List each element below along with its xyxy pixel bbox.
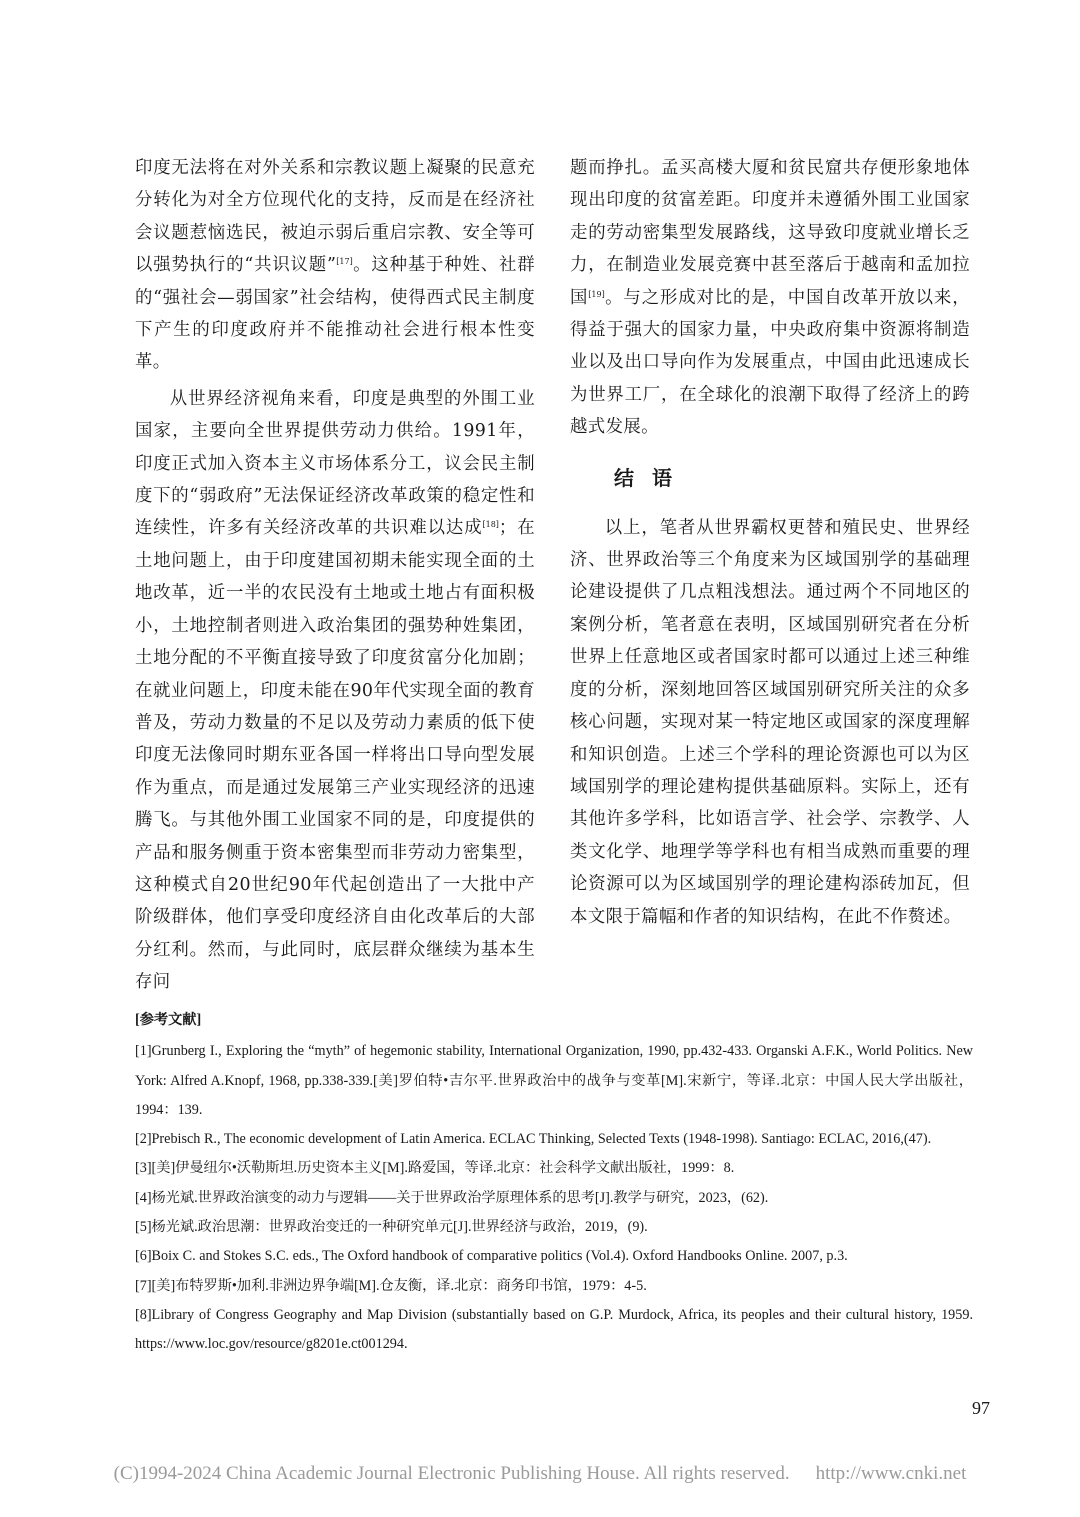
copyright-footer <box>0 1463 1080 1485</box>
reference-item: [3][美]伊曼纽尔•沃勒斯坦.历史资本主义[M].路爱国，等译.北京：社会科学文献出版社，1999：8. <box>135 1160 735 1177</box>
body-paragraph: 从世界经济视角来看，印度是典型的外围工业国家，主要向全世界提供劳动力供给。1991年，印度正式加入资本主义市场体系分工，议会民主制度下的“弱政府”无法保证经济改革政策的稳定性和连续性，许多有关经济改革的共识难以达成[18]；在土地问题上，由于印度建国初期未能实现全面的土地改革，近一半的农民没有土地或土地占有面积极小，土地控制者则进入政治集团的强势种姓集团，土地分配的不平衡直接导致了印度贫富分化加剧；在就业问题上，印度未能在90年代实现全面的教育普及，劳动力数量的不足以及劳动力素质的低下使印度无法像同时期东亚各国一样将出口导向型发展作为重点，而是通过发展第三产业实现经济的迅速腾飞。与其他外围工业国家不同的是，印度提供的产品和服务侧重于资本密集型而非劳动力密集型，这种模式自20世纪90年代起创造出了一大批中产阶级群体，他们享受印度经济自由化改革后的大部分红利。然而，与此同时，底层群众继续为基本生存问 <box>135 388 535 993</box>
body-paragraph: 题而挣扎。孟买高楼大厦和贫民窟共存便形象地体现出印度的贫富差距。印度并未遵循外围工业国家走的劳动密集型发展路线，这导致印度就业增长乏力，在制造业发展竞赛中甚至落后于越南和孟加拉国[19]。与之形成对比的是，中国自改革开放以来，得益于强大的国家力量，中央政府集中资源将制造业以及出口导向作为发展重点，中国由此迅速成长为世界工厂，在全球化的浪潮下取得了经济上的跨越式发展。 <box>570 158 970 438</box>
reference-item: [8]Library of Congress Geography and Map Division (substantially based on G.P. Murdock, Africa, its peoples and their cultural history, 1959. https://www.loc.gov/resource/g8201e.ct001294. <box>135 1306 973 1353</box>
citation-marker[interactable]: [17] <box>336 257 353 267</box>
page-number: 97 <box>972 1398 990 1418</box>
left-column <box>135 152 535 999</box>
section-heading: 结语 <box>614 465 690 490</box>
reference-item: [1]Grunberg I., Exploring the “myth” of hegemonic stability, International Organization, 1990, pp.432-433. Organski A.F.K., World Politics. New York: Alfred A.Knopf, 1968, pp.338-339.[美]罗伯特•吉尔平.世界政治中的战争与变革[M].宋新宁，等译.北京：中国人民大学出版社，1994：139. <box>135 1043 973 1118</box>
reference-item: [6]Boix C. and Stokes S.C. eds., The Oxford handbook of comparative politics (Vol.4). Oxford Handbooks Online. 2007, p.3. <box>135 1248 848 1265</box>
reference-item: [7][美]布特罗斯•加利.非洲边界争端[M].仓友衡，译.北京：商务印书馆，1979：4-5. <box>135 1277 647 1294</box>
right-column <box>570 152 970 933</box>
body-paragraph: 印度无法将在对外关系和宗教议题上凝聚的民意充分转化为对全方位现代化的支持，反而是在经济社会议题惹恼选民，被迫示弱后重启宗教、安全等可以强势执行的“共识议题”[17]。这种基于种姓、社群的“强社会—弱国家”社会结构，使得西式民主制度下产生的印度政府并不能推动社会进行根本性变革。 <box>135 158 535 373</box>
footer-link[interactable]: http://www.cnki.net <box>815 1463 967 1484</box>
references-section <box>135 1006 973 1360</box>
copyright-text: (C)1994-2024 China Academic Journal Electronic Publishing House. All rights reserved. <box>113 1463 790 1484</box>
body-paragraph: 以上，笔者从世界霸权更替和殖民史、世界经济、世界政治等三个角度来为区域国别学的基础理论建设提供了几点粗浅想法。通过两个不同地区的案例分析，笔者意在表明，区域国别研究者在分析世界上任意地区或者国家时都可以通过上述三种维度的分析，深刻地回答区域国别研究所关注的众多核心问题，实现对某一特定地区或国家的深度理解和知识创造。上述三个学科的理论资源也可以为区域国别学的理论建构提供基础原料。实际上，还有其他许多学科，比如语言学、社会学、宗教学、人类文化学、地理学等学科也有相当成熟而重要的理论资源可以为区域国别学的理论建构添砖加瓦，但本文限于篇幅和作者的知识结构，在此不作赘述。 <box>570 517 970 927</box>
citation-marker[interactable]: [19] <box>588 289 605 299</box>
reference-item: [4]杨光斌.世界政治演变的动力与逻辑——关于世界政治学原理体系的思考[J].教学与研究，2023，(62). <box>135 1189 769 1206</box>
citation-marker[interactable]: [18] <box>482 520 499 530</box>
reference-item: [5]杨光斌.政治思潮：世界政治变迁的一种研究单元[J].世界经济与政治，2019，(9). <box>135 1219 648 1236</box>
references-title: [参考文献] <box>135 1012 202 1028</box>
reference-item: [2]Prebisch R., The economic development of Latin America. ECLAC Thinking, Selected Texts (1948-1998). Santiago: ECLAC, 2016,(47). <box>135 1131 932 1148</box>
